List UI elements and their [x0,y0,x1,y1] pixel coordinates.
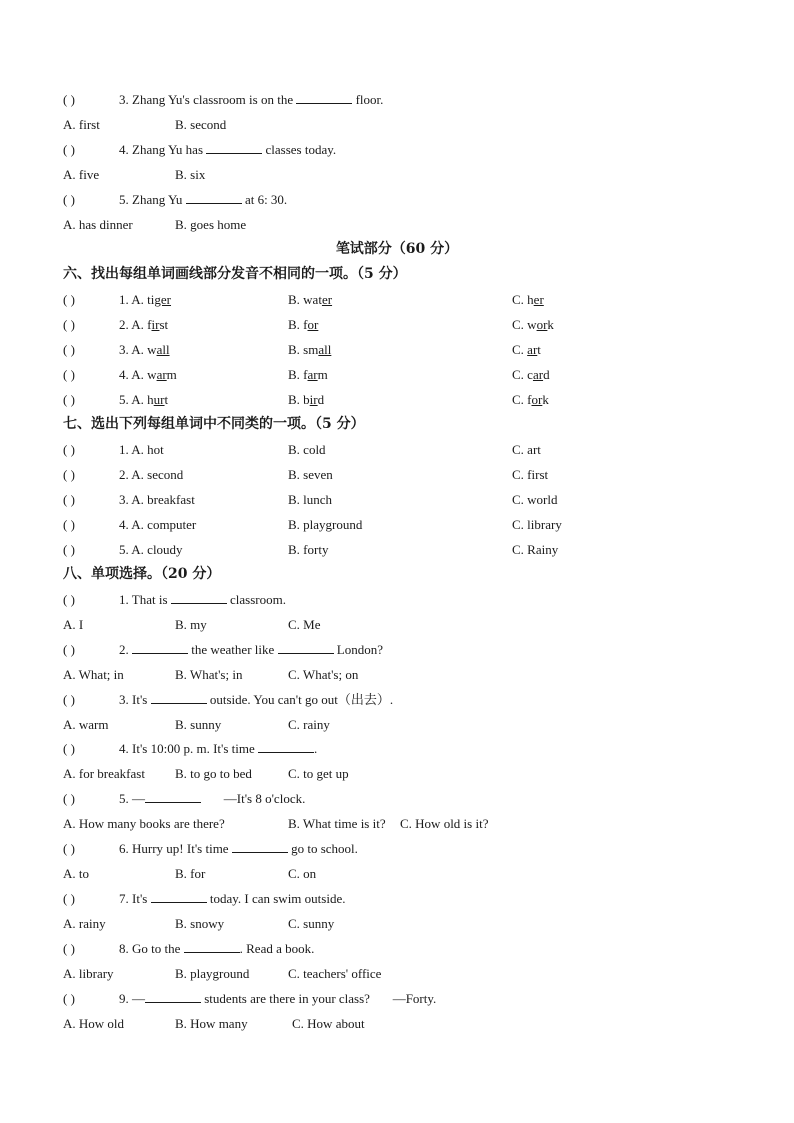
option-b: B. for [175,866,206,881]
underlined-part: ar [156,367,167,382]
option-b: B. my [175,617,207,632]
answer-paren: ( ) [63,317,75,332]
option-c: C. library [512,517,562,532]
option-a: A. How old [63,1016,125,1031]
answer-paren: ( ) [63,467,75,482]
option-a: A. has dinner [63,217,133,232]
underlined-part: ir [309,392,318,407]
option-b: B. forty [288,542,329,557]
answer-paren: ( ) [63,542,75,557]
option-a: A. for breakfast [63,766,145,781]
question-7-5 [63,542,183,558]
option-a: 5. A. cloudy [119,542,183,557]
answer-paren: ( ) [63,991,75,1006]
option-a: A. five [63,167,100,182]
paren-6-2: ( ) 2. A. first [63,317,169,332]
option-a: A. What; in [63,667,124,682]
option-b: B. farm [288,367,328,382]
underlined-part: all [318,342,332,357]
option-a: A. How many books are there? [63,816,225,831]
question-3: ( ) 3. Zhang Yu's classroom is on the floor. [63,92,384,107]
answer-paren: ( ) [63,442,75,457]
underlined-part: ir [151,317,160,332]
paren-6-4: ( ) 4. A. warm [63,367,177,382]
question-8-3: ( ) 3. It's outside. You can't go out（出去）. [63,692,394,707]
option-b: B. How many [175,1016,248,1031]
question-8-7: ( ) 7. It's today. I can swim outside. [63,891,346,906]
option-c: C. sunny [288,916,335,931]
question-8-1: ( ) 1. That is classroom. [63,592,286,607]
blank [171,592,227,604]
question-8-4: ( ) 4. It's 10:00 p. m. It's time . [63,741,318,756]
option-a: A. rainy [63,916,106,931]
question-7-1 [63,442,164,458]
option-c: C. Me [288,617,321,632]
option-b: B. for [288,317,319,332]
answer-paren: ( ) [63,392,75,407]
question-8-2: ( ) 2. the weather like London? [63,642,383,657]
underlined-part: all [156,342,170,357]
option-a: A. warm [63,717,109,732]
question-8-5: ( ) 5. — —It's 8 o'clock. [63,791,306,806]
option-c: C. fork [512,392,549,407]
answer-paren: ( ) [63,492,75,507]
underlined-part: or [531,392,543,407]
option-b: B. cold [288,442,326,457]
blank [151,692,207,704]
option-c: C. her [512,292,544,307]
underlined-part: ar [527,342,538,357]
option-b: B. sunny [175,717,222,732]
answer-paren: ( ) [63,192,75,207]
underlined-part: ar [307,367,318,382]
option-c: C. to get up [288,766,349,781]
blank [184,941,240,953]
blank [206,142,262,154]
paren-6-3: ( ) 3. A. wall [63,342,170,357]
option-b: B. lunch [288,492,333,507]
answer-paren: ( ) [63,741,75,756]
blank [296,92,352,104]
question-7-3 [63,492,195,508]
answer-paren: ( ) [63,642,75,657]
blank [278,642,334,654]
answer-paren: ( ) [63,142,75,157]
underlined-part: or [307,317,319,332]
question-5: ( ) 5. Zhang Yu at 6: 30. [63,192,288,207]
option-b: B. second [175,117,227,132]
option-b: B. six [175,167,206,182]
option-c: C. world [512,492,558,507]
option-b: B. water [288,292,333,307]
answer-paren: ( ) [63,517,75,532]
option-b: B. What's; in [175,667,243,682]
option-b: B. snowy [175,916,225,931]
section-7-heading: 七、选出下列每组单词中不同类的一项。（5 分） [63,416,365,432]
option-b: B. bird [288,392,325,407]
question-4: ( ) 4. Zhang Yu has classes today. [63,142,337,157]
underlined-part: er [533,292,544,307]
option-a: A. first [63,117,100,132]
question-7-2 [63,467,183,483]
written-part-title: 笔试部分（60 分） [335,241,459,257]
blank [145,791,201,803]
option-b: B. playground [288,517,363,532]
answer-paren: ( ) [63,342,75,357]
section-6-heading: 六、找出每组单词画线部分发音不相同的一项。（5 分） [63,266,407,282]
answer-paren: ( ) [63,367,75,382]
answer-paren: ( ) [63,891,75,906]
option-b: B. What time is it? [288,816,386,831]
option-b: B. playground [175,966,250,981]
section-8-heading: 八、单项选择。（20 分） [63,566,221,582]
blank [132,642,188,654]
option-c: C. on [288,866,317,881]
question-8-9: ( ) 9. — students are there in your class? —Forty. [63,991,437,1006]
option-b: B. goes home [175,217,247,232]
answer-paren: ( ) [63,841,75,856]
answer-paren: ( ) [63,791,75,806]
option-c: C. first [512,467,549,482]
paren-6-1: ( ) 1. A. tiger [63,292,172,307]
question-7-4 [63,517,196,533]
option-a: A. library [63,966,114,981]
option-b: B. seven [288,467,333,482]
option-c: C. card [512,367,550,382]
option-a: 1. A. hot [119,442,164,457]
option-c: C. Rainy [512,542,559,557]
answer-paren: ( ) [63,692,75,707]
option-a: 4. A. computer [119,517,197,532]
option-c: C. work [512,317,554,332]
underlined-part: er [321,292,333,307]
option-c: C. How about [292,1016,365,1031]
blank [151,891,207,903]
option-c: C. How old is it? [400,816,489,831]
blank [145,991,201,1003]
underlined-part: ger [154,292,172,307]
blank [232,841,288,853]
underlined-part: ar [532,367,544,382]
underlined-part: ur [153,392,165,407]
question-8-8: ( ) 8. Go to the . Read a book. [63,941,315,956]
option-b: B. to go to bed [175,766,252,781]
option-a: A. I [63,617,84,632]
option-b: B. small [288,342,332,357]
paren-6-5: ( ) 5. A. hurt [63,392,169,407]
answer-paren: ( ) [63,292,75,307]
option-c: C. rainy [288,717,330,732]
answer-paren: ( ) [63,92,75,107]
option-c: C. art [512,342,541,357]
underlined-part: or [536,317,548,332]
option-a: A. to [63,866,89,881]
blank [258,741,314,753]
question-8-6: ( ) 6. Hurry up! It's time go to school. [63,841,358,856]
option-a: 2. A. second [119,467,184,482]
answer-paren: ( ) [63,941,75,956]
option-a: 3. A. breakfast [119,492,195,507]
blank [186,192,242,204]
option-c: C. art [512,442,541,457]
option-c: C. teachers' office [288,966,382,981]
answer-paren: ( ) [63,592,75,607]
option-c: C. What's; on [288,667,359,682]
